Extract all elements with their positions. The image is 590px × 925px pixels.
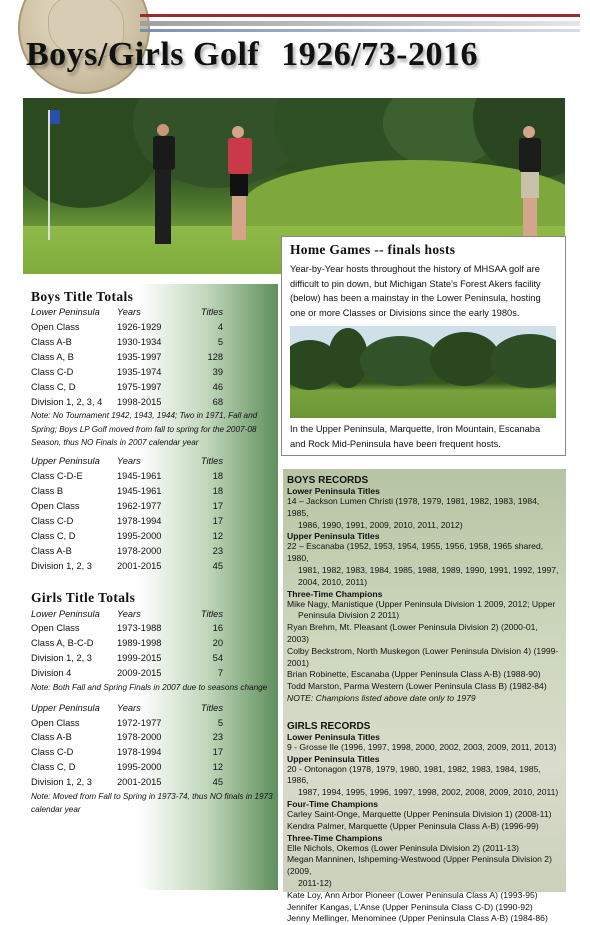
header-stripe-red (140, 14, 580, 17)
table-row (31, 350, 223, 365)
table-cell: Class B (31, 486, 64, 497)
table-header-row (31, 305, 223, 320)
table-cell: 1945-1961 (117, 486, 162, 497)
table-cell: Division 1, 2, 3 (31, 560, 92, 571)
girls-upper-note: Note: Moved from Fall to Spring in 1973-74, thus NO finals in 1973 calendar year (31, 791, 273, 815)
table-cell: Class C-D (31, 747, 74, 758)
record-line: 1987, 1994, 1995, 1996, 1997, 1998, 2002, 2008, 2009, 2010, 2011) (298, 787, 559, 798)
record-entry: Kendra Palmer, Marquette (Upper Peninsula Class A-B) (1996-99) (287, 820, 539, 831)
table-cell: Class C, D (31, 381, 76, 392)
table-header-row (31, 606, 223, 621)
forest-akers-photo (290, 326, 556, 418)
table-row (31, 528, 223, 543)
record-entry: Ryan Brehm, Mt. Pleasant (Lower Peninsula Division 2) (2000-01, 2003) (287, 622, 538, 644)
table-cell: 5 (217, 717, 223, 728)
records-subheading: Three-Time Champions (287, 588, 383, 599)
record-entry: Todd Marston, Parma Western (Lower Peninsula Class B) (1982-84) (287, 681, 547, 692)
table-cell: 128 (207, 352, 223, 363)
title-sport: Boys/Girls Golf (26, 36, 260, 73)
table-cell: 39 (212, 367, 223, 377)
records-subheading: Upper Peninsula Titles (287, 753, 380, 764)
home-games-box (281, 236, 566, 456)
table-row (31, 775, 223, 790)
header-stripe-grey (140, 21, 580, 26)
home-games-title: Home Games -- finals hosts (290, 242, 456, 257)
table-row (31, 320, 223, 335)
table-cell: 1989-1998 (117, 638, 162, 649)
table-cell: 7 (217, 668, 223, 679)
record-line: 1981, 1982, 1983, 1984, 1985, 1988, 1989, 1990, 1991, 1992, 1997, (298, 564, 559, 575)
title-totals-column (23, 284, 278, 890)
table-cell: Lower Peninsula (31, 307, 100, 318)
tree (490, 334, 556, 388)
table-cell: Division 4 (31, 668, 72, 679)
table-cell: Years (117, 608, 141, 619)
table-cell: 54 (212, 653, 223, 664)
table-cell: Open Class (31, 623, 80, 634)
table-cell: 20 (212, 638, 223, 649)
table-cell: 18 (212, 471, 223, 482)
table-cell: 1995-2000 (117, 762, 162, 773)
record-line: Peninsula Division 2 2011) (298, 610, 400, 621)
table-cell: 1978-1994 (117, 747, 162, 758)
table-row (31, 745, 223, 760)
record-entry: 9 - Grosse Ile (1996, 1997, 1998, 2000, 2002, 2003, 2009, 2011, 2013) (287, 741, 557, 752)
table-cell: Class A, B-C-D (31, 638, 94, 649)
table-cell: Titles (200, 307, 223, 318)
table-row (31, 514, 223, 529)
table-cell: 1926-1929 (117, 322, 162, 333)
table-row (31, 394, 223, 409)
table-cell: 17 (212, 501, 223, 512)
record-line: 1986, 1990, 1991, 2009, 2010, 2011, 2012) (298, 519, 463, 530)
record-entry: Brian Robinette, Escanaba (Upper Peninsula Class A-B) (1988-90) (287, 669, 541, 680)
table-cell: 1975-1997 (117, 381, 162, 392)
table-cell: Titles (200, 608, 223, 619)
table-row (31, 365, 223, 380)
table-row (31, 666, 223, 681)
records-note: NOTE: Champions listed above date only to 1979 (287, 692, 476, 703)
table-cell: 1962-1977 (117, 501, 162, 512)
table-row (31, 558, 223, 573)
table-row (31, 730, 223, 745)
table-cell: 12 (212, 762, 223, 773)
table-cell: 12 (212, 530, 223, 541)
flag-icon (50, 110, 60, 124)
table-cell: 1978-2000 (117, 732, 162, 743)
table-cell: 5 (217, 337, 223, 348)
table-cell: Class A-B (31, 732, 72, 743)
record-entry (283, 854, 566, 889)
table-row (31, 760, 223, 775)
table-cell: 1998-2015 (117, 396, 162, 407)
table-cell: 45 (212, 777, 223, 788)
record-entry (283, 541, 566, 588)
table-cell: 23 (212, 545, 223, 556)
table-row (31, 379, 223, 394)
record-line: 14 – Jackson Lumen Christi (1978, 1979, 1981, 1982, 1983, 1984, 1985, (287, 496, 540, 518)
record-entry: Jenny Mellinger, Menominee (Upper Peninsula Class A-B) (1984-86) (287, 913, 548, 924)
page-title (26, 36, 478, 74)
table-cell: 18 (212, 486, 223, 497)
table-row (31, 543, 223, 558)
table-cell: 2009-2015 (117, 668, 162, 679)
table-cell: Class C-D (31, 516, 74, 527)
boys-lower-note: Note: No Tournament 1942, 1943, 1944; Two in 1971, Fall and Spring; Boys LP Golf moved from fall to spring for the 2007-08 Season, thus NO Finals in 2007 calendar year (31, 411, 258, 448)
table-header-row (31, 454, 223, 469)
record-entry: Jennifer Kangas, L'Anse (Upper Peninsula Class C-D) (1990-92) (287, 901, 533, 912)
table-row (31, 621, 223, 636)
table-cell: 1935-1997 (117, 352, 162, 363)
table-row (31, 335, 223, 350)
table-cell: 1973-1988 (117, 623, 162, 634)
girls-lower-note: Note: Both Fall and Spring Finals in 2007 due to seasons change (31, 682, 268, 692)
table-cell: Class A, B (31, 352, 74, 363)
table-cell: Open Class (31, 501, 80, 512)
table-cell: Titles (200, 456, 223, 467)
table-cell: Division 1, 2, 3 (31, 653, 92, 664)
table-cell: Division 1, 2, 3 (31, 777, 92, 788)
home-games-paragraph: Year-by-Year hosts throughout the history of MHSAA golf are difficult to pin down, but Michigan State's Forest Akers facility (below) has been a mainstay in the Lower Peninsula, hosting one or more Classes or Divisions since the early 1980s. (290, 264, 541, 318)
table-cell: Open Class (31, 717, 80, 728)
table-cell: Years (117, 307, 141, 318)
table-cell: 1935-1974 (117, 367, 162, 377)
table-cell: 1930-1934 (117, 337, 162, 348)
table-cell: Division 1, 2, 3, 4 (31, 396, 103, 407)
flag-pole (48, 110, 50, 240)
record-entry: Kate Loy, Ann Arbor Pioneer (Lower Peninsula Class A) (1993-95) (287, 889, 538, 900)
table-cell: Open Class (31, 322, 80, 333)
record-entry (283, 496, 566, 531)
table-row (31, 499, 223, 514)
table-cell: Upper Peninsula (31, 456, 100, 467)
table-cell: 1978-1994 (117, 516, 162, 527)
tree (360, 336, 440, 386)
table-row (31, 651, 223, 666)
records-subheading: Lower Peninsula Titles (287, 486, 380, 496)
table-cell: Years (117, 456, 141, 467)
table-cell: 23 (212, 732, 223, 743)
girls-totals-title: Girls Title Totals (31, 590, 136, 606)
girls-records-title: GIRLS RECORDS (287, 720, 371, 732)
records-subheading: Upper Peninsula Titles (287, 531, 380, 542)
table-cell: 1978-2000 (117, 545, 162, 556)
records-subheading: Three-Time Champions (287, 832, 383, 843)
table-row (31, 715, 223, 730)
table-cell: Class C-D-E (31, 471, 83, 482)
table-cell: 1972-1977 (117, 717, 162, 728)
table-cell: Class C, D (31, 530, 76, 541)
table-cell: 17 (212, 747, 223, 758)
table-cell: 46 (212, 381, 223, 392)
record-line: 20 - Ontonagon (1978, 1979, 1980, 1981, 1982, 1983, 1984, 1985, 1986, (287, 763, 541, 786)
table-cell: 1999-2015 (117, 653, 162, 664)
records-subheading: Four-Time Champions (287, 798, 379, 809)
table-row (31, 484, 223, 499)
header-stripe-blue (140, 29, 580, 32)
record-entry: Colby Beckstrom, North Muskegon (Lower Peninsula Division 4) (1999-2001) (287, 645, 559, 668)
table-cell: 4 (217, 322, 223, 333)
table-cell: 17 (212, 516, 223, 527)
record-entry (283, 599, 566, 623)
record-entry: Carley Saint-Onge, Marquette (Upper Peninsula Division 1) (2008-11) (287, 808, 552, 819)
table-cell: Titles (200, 702, 223, 713)
boys-lower-table (31, 305, 223, 409)
table-cell: Class C-D (31, 367, 74, 377)
table-cell: Years (117, 702, 141, 713)
girls-lower-table (31, 606, 223, 680)
table-cell: Class A-B (31, 545, 72, 556)
boys-records-title: BOYS RECORDS (287, 475, 369, 486)
table-header-row (31, 700, 223, 715)
table-cell: 1995-2000 (117, 530, 162, 541)
record-line: Mike Nagy, Manistique (Upper Peninsula Division 1 2009, 2012; Upper (287, 598, 556, 609)
table-row (31, 469, 223, 484)
table-cell: 68 (212, 396, 223, 407)
home-games-paragraph-2: In the Upper Peninsula, Marquette, Iron Mountain, Escanaba and Rock Mid-Peninsula have been frequent hosts. (290, 424, 541, 449)
record-entry: Elle Nichols, Okemos (Lower Peninsula Division 2) (2011-13) (287, 842, 519, 853)
table-cell: 2001-2015 (117, 560, 162, 571)
table-cell: 2001-2015 (117, 777, 162, 788)
table-cell: Class A-B (31, 337, 72, 348)
records-subheading: Lower Peninsula Titles (287, 731, 380, 742)
boys-totals-title: Boys Title Totals (31, 289, 134, 304)
records-column (283, 469, 566, 924)
table-cell: Upper Peninsula (31, 702, 100, 713)
record-line: 2004, 2010, 2011) (298, 576, 368, 587)
table-row (31, 636, 223, 651)
record-entry (283, 764, 566, 799)
page-header (0, 0, 590, 92)
table-cell: Class C, D (31, 762, 76, 773)
record-line: 2011-12) (298, 877, 332, 888)
record-line: 22 – Escanaba (1952, 1953, 1954, 1955, 1956, 1958, 1965 shared, 1980, (287, 541, 544, 564)
table-cell: 45 (212, 560, 223, 571)
title-years: 1926/73-2016 (281, 36, 479, 73)
table-cell: 16 (212, 623, 223, 634)
boys-upper-table (31, 454, 223, 573)
girls-upper-table (31, 700, 223, 789)
table-cell: Lower Peninsula (31, 608, 100, 619)
record-line: Megan Manninen, Ishpeming-Westwood (Upper Peninsula Division 2) (2009, (287, 854, 552, 877)
table-cell: 1945-1961 (117, 471, 162, 482)
